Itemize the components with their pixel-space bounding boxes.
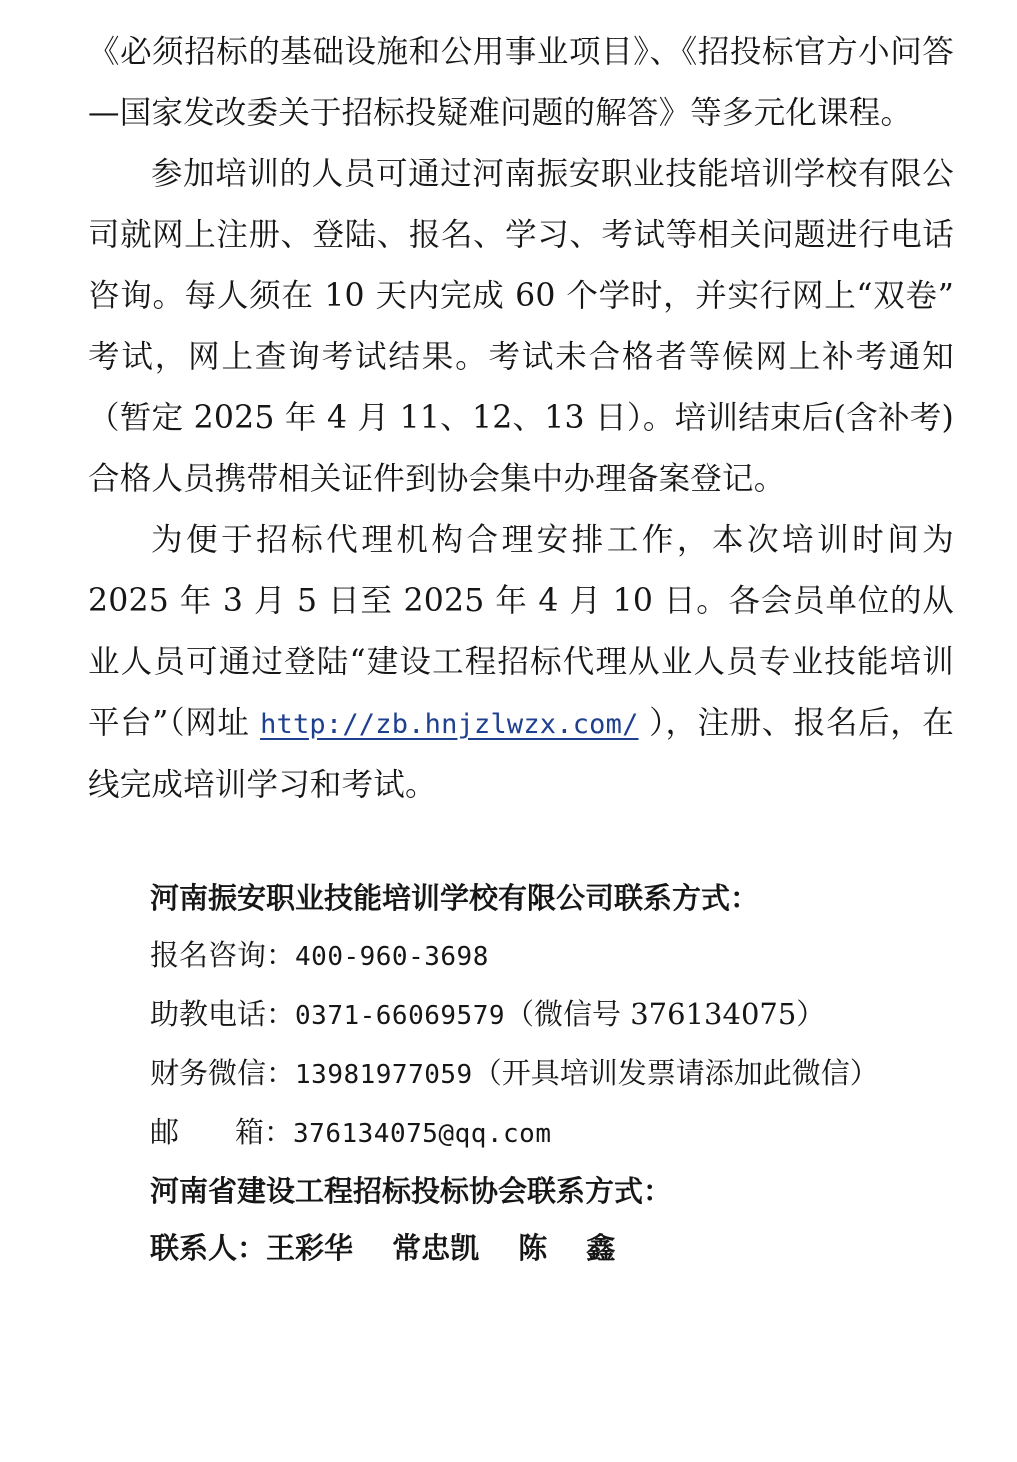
contact-value-finance-wechat: 13981977059 <box>295 1060 473 1090</box>
contact-note-finance-wechat: （开具培训发票请添加此微信） <box>472 1056 879 1090</box>
contact-value-email: 376134075@qq.com <box>293 1119 552 1149</box>
contact-label-email-part1: 邮 <box>150 1115 180 1149</box>
contact-label-persons: 联系人： <box>150 1231 267 1265</box>
paragraph-2: 参加培训的人员可通过河南振安职业技能培训学校有限公司就网上注册、登陆、报名、学习、考试等相关问题进行电话咨询。每人须在 10 天内完成 60 个学时，并实行网上“双卷”考试，网上查询考试结果。考试未合格者等候网上补考通知（暂定 2025 年 4 月 11、12、13 日）。培训结束后(含补考)合格人员携带相关证件到协会集中办理备案登记。 <box>88 156 954 497</box>
contact-label-finance-wechat: 财务微信： <box>150 1056 296 1090</box>
contact-value-assistant: 0371-66069579 <box>295 1001 506 1031</box>
contact-value-enrollment: 400-960-3698 <box>295 942 489 972</box>
contact-line-finance-wechat <box>88 1045 954 1104</box>
contact-line-persons <box>88 1220 954 1277</box>
association-contact-heading: 河南省建设工程招标投标协会联系方式： <box>150 1174 673 1208</box>
contact-label-enrollment: 报名咨询： <box>150 938 296 972</box>
contact-block <box>88 870 954 1277</box>
paragraph-1: 《必须招标的基础设施和公用事业项目》、《招投标官方小问答—国家发改委关于招标投疑难问题的解答》等多元化课程。 <box>88 34 954 131</box>
document-body <box>88 22 954 1277</box>
contact-line-enrollment <box>88 927 954 986</box>
paragraph-3 <box>88 510 954 816</box>
paragraph-3-after-link: ），注册、报名后，在线完成培训学习和考试。 <box>88 705 954 803</box>
contact-note-assistant: （微信号 376134075） <box>505 997 826 1031</box>
contact-line-email <box>88 1104 954 1163</box>
paragraph-3-before-link: 为便于招标代理机构合理安排工作，本次培训时间为 2025 年 3 月 5 日至 2025 年 4 月 10 日。各会员单位的从业人员可通过登陆“建设工程招标代理从业人员专业技能培训平台”（网址 <box>88 522 954 741</box>
school-contact-heading: 河南振安职业技能培训学校有限公司联系方式： <box>150 881 760 915</box>
contact-value-persons: 王彩华 常忠凯 陈 鑫 <box>266 1231 616 1265</box>
contact-line-assistant <box>88 986 954 1045</box>
training-platform-link[interactable]: http://zb.hnjzlwzx.com/ <box>260 709 639 740</box>
contact-label-assistant: 助教电话： <box>150 997 296 1031</box>
contact-label-email-part2: 箱： <box>235 1115 294 1149</box>
